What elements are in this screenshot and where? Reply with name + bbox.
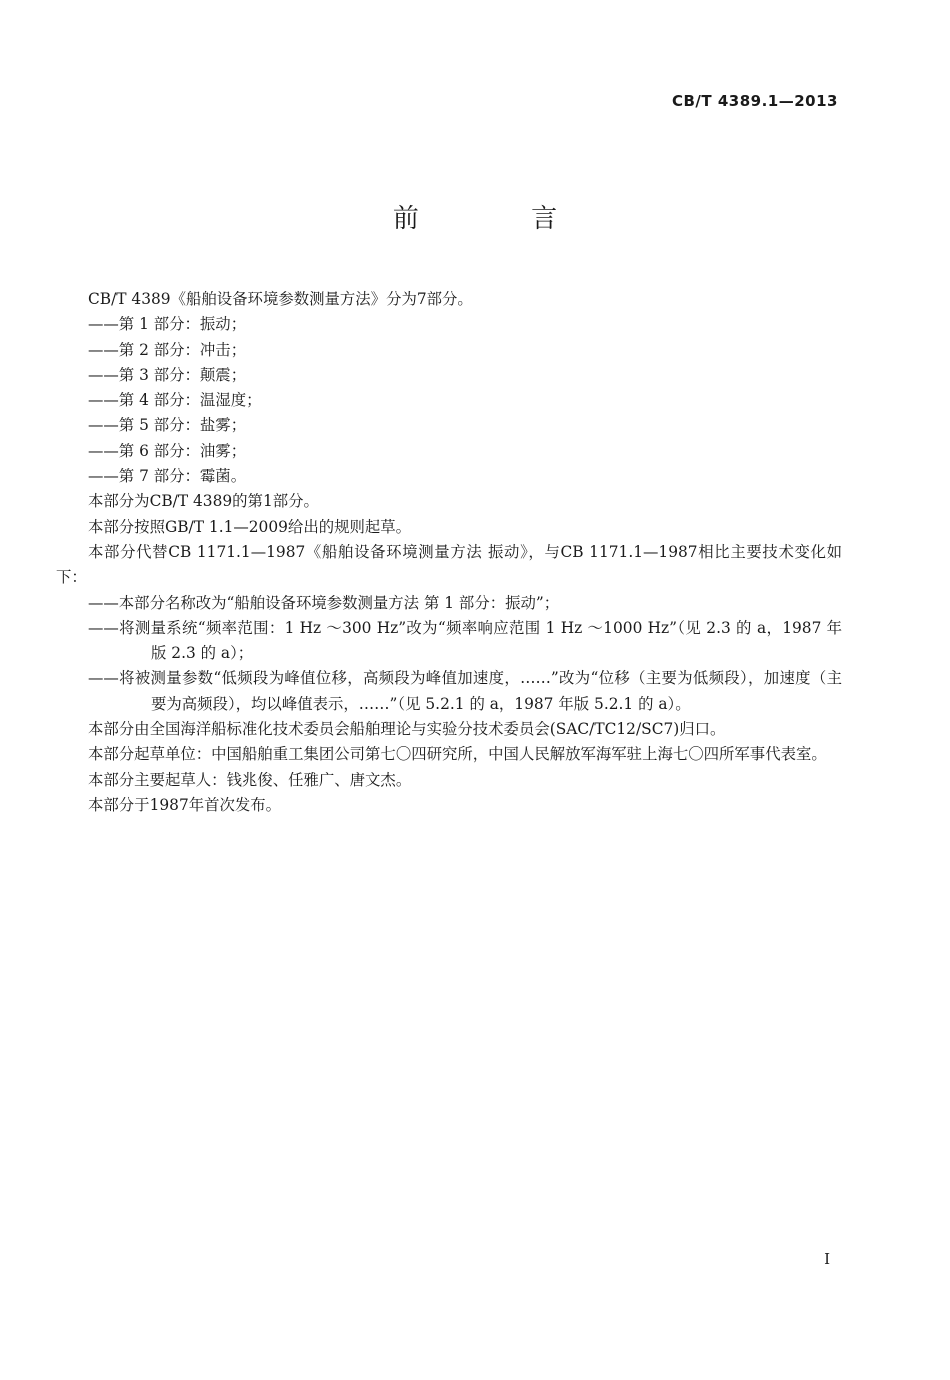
part-list-item: ——第 6 部分：油雾；: [88, 441, 247, 460]
change-item: ——将测量系统“频率范围：1 Hz ～300 Hz”改为“频率响应范围 1 Hz ～1000 Hz”（见 2.3 的 a，1987 年版 2.3 的 a）；: [88, 618, 842, 663]
replaces-paragraph: 本部分代替CB 1171.1—1987《船舶设备环境测量方法 振动》，与CB 1171.1—1987相比主要技术变化如下：: [56, 542, 842, 587]
part-of-paragraph: 本部分为CB/T 4389的第1部分。: [88, 492, 319, 511]
page-number: I: [824, 1250, 830, 1268]
responsible-committee-paragraph: 本部分由全国海洋船标准化技术委员会船舶理论与实验分技术委员会(SAC/TC12/SC7)归口。: [88, 720, 726, 739]
part-list-item: ——第 2 部分：冲击；: [88, 340, 247, 359]
part-list-item: ——第 5 部分：盐雾；: [88, 416, 247, 435]
part-list-item: ——第 7 部分：霉菌。: [88, 467, 247, 486]
first-issue-paragraph: 本部分于1987年首次发布。: [88, 795, 282, 814]
drafting-units-paragraph: 本部分起草单位：中国船舶重工集团公司第七〇四研究所，中国人民解放军海军驻上海七〇四所军事代表室。: [88, 745, 827, 764]
document-code: CB/T 4389.1—2013: [671, 92, 838, 110]
part-list-item: ——第 4 部分：温湿度；: [88, 391, 262, 410]
part-list-item: ——第 3 部分：颠震；: [88, 365, 247, 384]
change-item: ——将被测量参数“低频段为峰值位移，高频段为峰值加速度，……”改为“位移（主要为低频段），加速度（主要为高频段），均以峰值表示，……”（见 5.2.1 的 a，1987 年版 5.2.1 的 a）。: [88, 669, 842, 713]
part-list-item: ——第 1 部分：振动；: [88, 315, 247, 334]
drafters-paragraph: 本部分主要起草人：钱兆俊、任雅广、唐文杰。: [88, 770, 412, 789]
drafting-rules-paragraph: 本部分按照GB/T 1.1—2009给出的规则起草。: [88, 517, 412, 536]
page-title: 前 言: [392, 204, 610, 234]
change-item: ——本部分名称改为“船舶设备环境参数测量方法 第 1 部分：振动”；: [88, 593, 560, 612]
foreword-body: [56, 287, 842, 818]
intro-paragraph: CB/T 4389《船舶设备环境参数测量方法》分为7部分。: [88, 290, 473, 308]
